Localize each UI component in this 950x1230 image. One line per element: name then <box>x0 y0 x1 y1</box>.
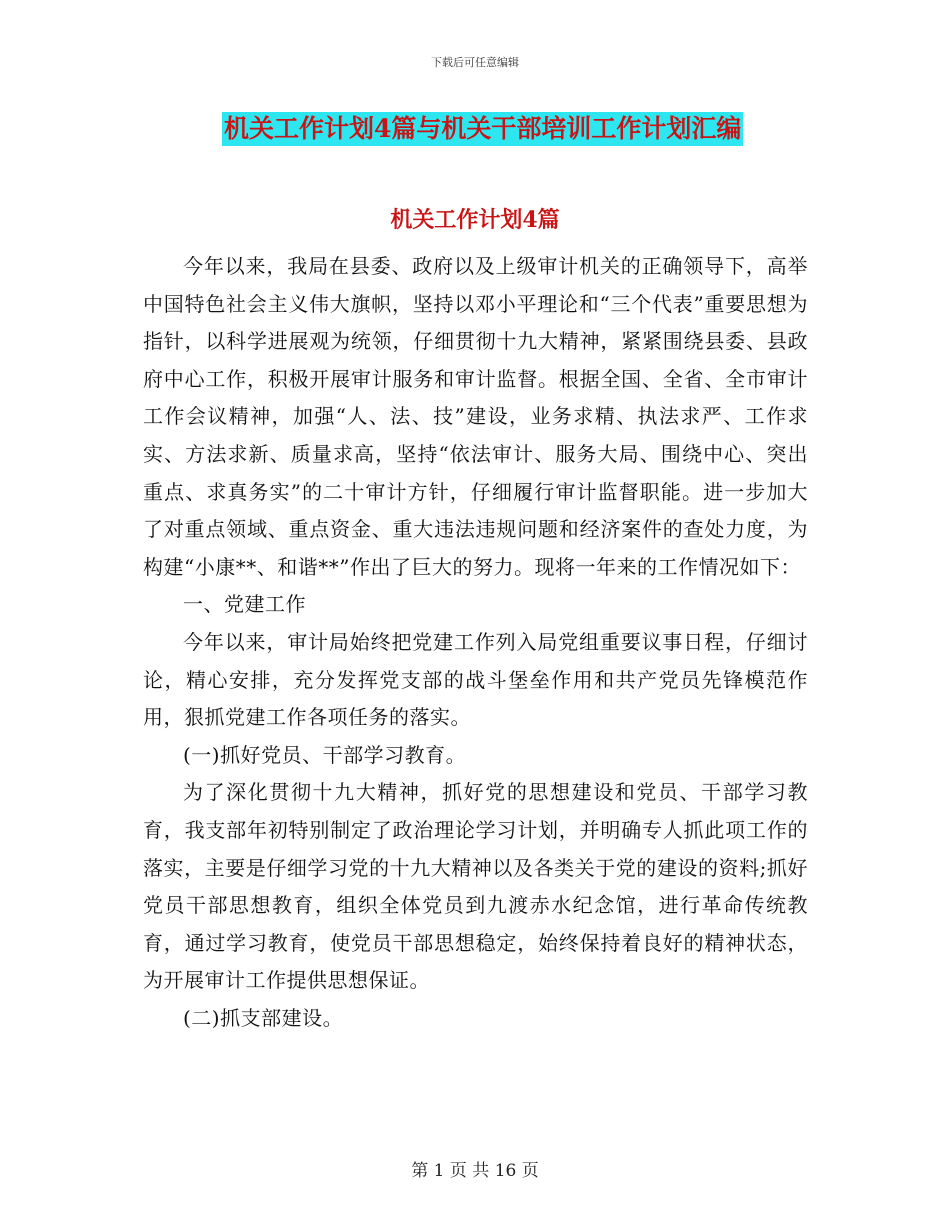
subheading-branch-building: (二)抓支部建设。 <box>183 1005 344 1030</box>
page-footer: 第 1 页 共 16 页 <box>411 1161 539 1181</box>
heading-party-building: 一、党建工作 <box>183 592 306 617</box>
header-note: 下载后可任意编辑 <box>431 56 519 69</box>
paragraph: 今年以来，我局在县委、政府以及上级审计机关的正确领导下，高举中国特色社会主义伟大旗帜，坚持以邓小平理论和“三个代表”重要思想为指针，以科学进展观为统领，仔细贯彻十九大精神，紧紧围绕县委、县政府中心工作，积极开展审计服务和审计监督。根据全国、全省、全市审计工作会议精神，加强“人、法、技”建设，业务求精、执法求严、工作求实、方法求新、质量求高，坚持“依法审计、服务大局、围绕中心、突出重点、求真务实”的二十审计方针，仔细履行审计监督职能。进一步加大了对重点领域、重点资金、重大违法违规问题和经济案件的查处力度，为构建“小康**、和谐**”作出了巨大的努力。现将一年来的工作情况如下： <box>143 254 808 579</box>
subheading-study-education: (一)抓好党员、干部学习教育。 <box>183 742 467 767</box>
paragraph: 为了深化贯彻十九大精神，抓好党的思想建设和党员、干部学习教育，我支部年初特别制定了政治理论学习计划，并明确专人抓此项工作的落实，主要是仔细学习党的十九大精神以及各类关于党的建设的资料;抓好党员干部思想教育，组织全体党员到九渡赤水纪念馆，进行革命传统教育，通过学习教育，使党员干部思想稳定，始终保持着良好的精神状态，为开展审计工作提供思想保证。 <box>143 780 808 993</box>
document-title: 机关工作计划4篇与机关干部培训工作计划汇编 <box>222 112 743 146</box>
document-body <box>143 248 808 1037</box>
section-title: 机关工作计划4篇 <box>390 207 560 233</box>
paragraph: 今年以来，审计局始终把党建工作列入局党组重要议事日程，仔细讨论，精心安排，充分发挥党支部的战斗堡垒作用和共产党员先锋模范作用，狠抓党建工作各项任务的落实。 <box>143 629 808 730</box>
